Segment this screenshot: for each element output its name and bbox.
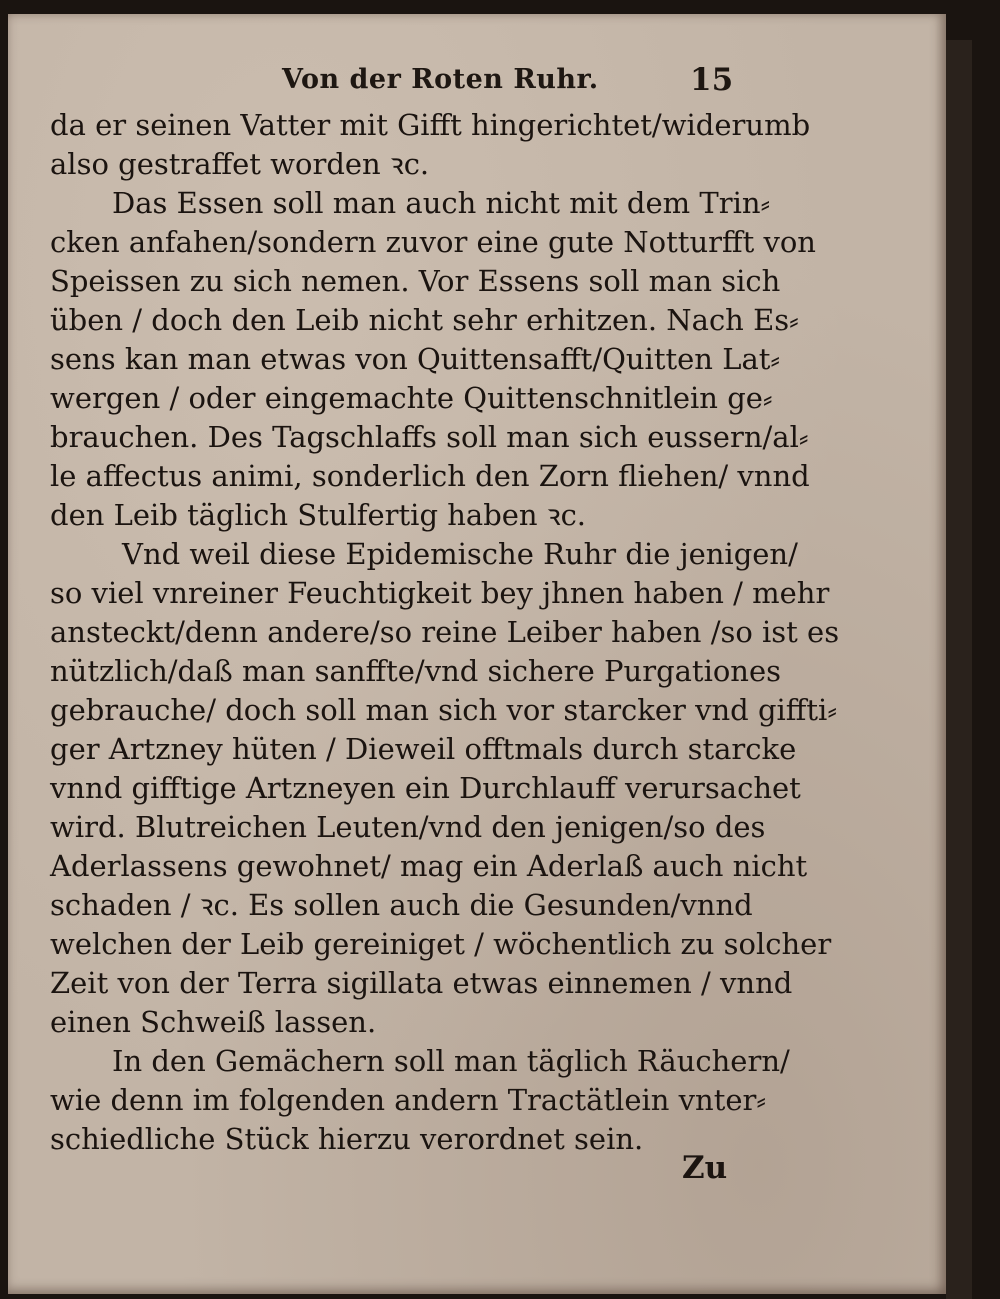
catchword: Zu [682, 1150, 728, 1186]
text-line: Zeit von der Terra sigillata etwas einnemen / vnnd [50, 966, 793, 1000]
text-line: le affectus animi, sonderlich den Zorn fliehen/ vnnd [50, 459, 810, 493]
text-line: schaden / ꝛc. Es sollen auch die Gesunden/vnnd [50, 888, 753, 922]
text-line: schiedliche Stück hierzu verordnet sein. [50, 1122, 644, 1156]
text-line: gebrauche/ doch soll man sich vor starcker vnd giffti⸗ [50, 693, 837, 727]
text-line: vnnd gifftige Artzneyen ein Durchlauff verursachet [50, 771, 801, 805]
text-line: Vnd weil diese Epidemische Ruhr die jenigen/ [122, 537, 798, 571]
page-edge [946, 40, 972, 1299]
text-line: einen Schweiß lassen. [50, 1005, 377, 1039]
body-text [50, 106, 840, 1159]
text-line: ger Artzney hüten / Dieweil offtmals durch starcke [50, 732, 797, 766]
running-title: Von der Roten Ruhr. [282, 64, 599, 95]
page-header [0, 64, 1000, 104]
text-line: sens kan man etwas von Quittensafft/Quitten Lat⸗ [50, 342, 781, 376]
text-line: den Leib täglich Stulfertig haben ꝛc. [50, 498, 587, 532]
text-line: ansteckt/denn andere/so reine Leiber haben /so ist es [50, 615, 840, 649]
text-line: also gestraffet worden ꝛc. [50, 147, 430, 181]
text-line: In den Gemächern soll man täglich Räuchern/ [112, 1044, 790, 1078]
text-line: brauchen. Des Tagschlaffs soll man sich eussern/al⸗ [50, 420, 809, 454]
text-line: wird. Blutreichen Leuten/vnd den jenigen/so des [50, 810, 766, 844]
text-line: da er seinen Vatter mit Gifft hingerichtet/widerumb [50, 108, 811, 142]
text-line: Aderlassens gewohnet/ mag ein Aderlaß auch nicht [50, 849, 808, 883]
text-line: cken anfahen/sondern zuvor eine gute Notturfft von [50, 225, 816, 259]
text-line: Speissen zu sich nemen. Vor Essens soll man sich [50, 264, 781, 298]
text-line: wergen / oder eingemachte Quittenschnitlein ge⸗ [50, 381, 773, 415]
text-line: welchen der Leib gereiniget / wöchentlich zu solcher [50, 927, 832, 961]
text-line: üben / doch den Leib nicht sehr erhitzen. Nach Es⸗ [50, 303, 799, 337]
text-line: so viel vnreiner Feuchtigkeit bey jhnen haben / mehr [50, 576, 830, 610]
text-line: Das Essen soll man auch nicht mit dem Trin⸗ [112, 186, 771, 220]
text-line: nützlich/daß man sanffte/vnd sichere Purgationes [50, 654, 782, 688]
page-number: 15 [690, 62, 734, 98]
text-line: wie denn im folgenden andern Tractätlein vnter⸗ [50, 1083, 767, 1117]
